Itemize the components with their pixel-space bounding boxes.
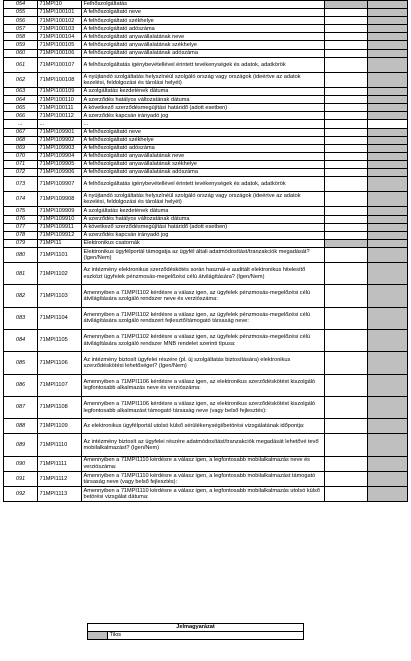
value-cell[interactable]: [325, 72, 368, 87]
forbidden-cell: [368, 41, 408, 49]
value-cell[interactable]: [325, 396, 368, 418]
value-cell[interactable]: [325, 136, 368, 144]
row-number: 070: [4, 152, 38, 160]
row-number: 064: [4, 96, 38, 104]
value-cell[interactable]: [325, 96, 368, 104]
table-row: [4, 329, 408, 351]
table-row: [4, 352, 408, 374]
row-number: 057: [4, 25, 38, 33]
table-row: [4, 168, 408, 176]
table-row: [4, 144, 408, 152]
forbidden-cell: [368, 160, 408, 168]
value-cell[interactable]: [325, 329, 368, 351]
row-number: 063: [4, 88, 38, 96]
row-code: 71MPI1112: [38, 471, 82, 486]
row-description: A felhőszolgáltató anyavállalatának székhelye: [82, 41, 325, 49]
row-description: A következő szerződésmegújítási határidő (adott esetben): [82, 223, 325, 231]
row-number: 075: [4, 207, 38, 215]
row-description: A felhőszolgáltató anyavállalatának székhelye: [82, 160, 325, 168]
forbidden-cell: [368, 17, 408, 25]
value-cell[interactable]: [325, 17, 368, 25]
forbidden-cell: [325, 1, 368, 9]
row-code: 71MPI109912: [38, 231, 82, 239]
table-row: [4, 374, 408, 396]
value-cell[interactable]: [325, 307, 368, 329]
row-number: 086: [4, 374, 38, 396]
table-row: [4, 104, 408, 112]
row-description: Amennyiben a 71MPI1110 kérdésre a válasz igen, a legfontosabb mobilalkalmazást támogató társaság neve (vagy belső fejlesztés):: [82, 471, 325, 486]
row-number: 055: [4, 9, 38, 17]
forbidden-cell: [368, 25, 408, 33]
row-code: 71MPI100106: [38, 49, 82, 57]
row-number: 074: [4, 192, 38, 207]
table-row: [4, 231, 408, 239]
row-description: Amennyiben a 71MPI1102 kérdésre a válasz igen, az ügyfelek pénzmosás-megelőzési célú átvilágítására szolgáló rendszer neve és verziószáma:: [82, 285, 325, 307]
value-cell[interactable]: [325, 434, 368, 456]
value-cell[interactable]: [325, 104, 368, 112]
forbidden-cell: [368, 9, 408, 17]
forbidden-cell: [368, 223, 408, 231]
row-description: A felhőszolgáltató anyavállalatának adószáma: [82, 49, 325, 57]
table-row: [4, 120, 408, 128]
row-code: 71MPI100102: [38, 17, 82, 25]
table-row: [4, 96, 408, 104]
row-code: 71MPI109911: [38, 223, 82, 231]
row-description: A felhőszolgáltató neve: [82, 128, 325, 136]
row-number: 067: [4, 128, 38, 136]
value-cell[interactable]: [325, 231, 368, 239]
table-row: [4, 285, 408, 307]
value-cell[interactable]: [325, 41, 368, 49]
forbidden-cell: [325, 239, 368, 247]
row-description: Amennyiben a 71MPI1110 kérdésre a válasz igen, a legfontosabb mobilalkalmazás utolsó külső betörési vizsgálat dátuma:: [82, 487, 325, 502]
legend-table: [87, 623, 304, 640]
forbidden-cell: [368, 144, 408, 152]
row-number: 088: [4, 419, 38, 434]
value-cell[interactable]: [368, 120, 408, 128]
forbidden-cell: [368, 487, 408, 502]
value-cell[interactable]: [325, 144, 368, 152]
table-row: [4, 239, 408, 247]
row-number: 085: [4, 352, 38, 374]
forbidden-cell: [368, 49, 408, 57]
forbidden-cell: [368, 57, 408, 72]
value-cell[interactable]: [325, 374, 368, 396]
forbidden-cell: [368, 88, 408, 96]
row-code: 71MPI1103: [38, 285, 82, 307]
row-code: 71MPI1102: [38, 263, 82, 285]
forbidden-cell: [368, 396, 408, 418]
row-number: 069: [4, 144, 38, 152]
value-cell[interactable]: [325, 9, 368, 17]
row-description: A felhőszolgáltató székhelye: [82, 17, 325, 25]
table-row: [4, 177, 408, 192]
row-number: 073: [4, 177, 38, 192]
row-code: 71MPI1113: [38, 487, 82, 502]
row-number: 083: [4, 307, 38, 329]
value-cell[interactable]: [325, 487, 368, 502]
value-cell[interactable]: [325, 112, 368, 120]
row-description: A felhőszolgáltató anyavállalatának neve: [82, 33, 325, 41]
row-code: 71MPI1111: [38, 456, 82, 471]
row-code: 71MPI100111: [38, 104, 82, 112]
value-cell[interactable]: [325, 160, 368, 168]
row-code: 71MPI109903: [38, 144, 82, 152]
row-code: 71MPI10: [38, 1, 82, 9]
row-code: 71MPI109910: [38, 215, 82, 223]
legend-title: Jelmagyarázat: [88, 624, 304, 632]
row-description: Amennyiben a 71MPI1110 kérdésre a válasz igen, a legfontosabb mobilalkalmazás neve és verziószáma:: [82, 456, 325, 471]
row-description: A felhőszolgáltatás igénybevétellével érintett tevékenységek és adatok, adatkörök: [82, 177, 325, 192]
row-description: Elektronikus csatornák: [82, 239, 325, 247]
forbidden-cell: [368, 471, 408, 486]
row-number: 056: [4, 17, 38, 25]
forbidden-cell: [368, 192, 408, 207]
row-code: 71MPI1104: [38, 307, 82, 329]
row-code: 71MPI1105: [38, 329, 82, 351]
row-code: 71MPI109901: [38, 128, 82, 136]
row-number: 076: [4, 215, 38, 223]
value-cell[interactable]: [325, 168, 368, 176]
row-code: 71MPI1107: [38, 374, 82, 396]
forbidden-cell: [368, 33, 408, 41]
row-description: Az intézmény elektronikus szerződéskötés során használ-e auditált elektronikus hitelesítő eszközt ügyfelek pénzmosás-megelőzési célú átvilágítására? (Igen/Nem): [82, 263, 325, 285]
table-row: [4, 112, 408, 120]
table-row: [4, 17, 408, 25]
value-cell[interactable]: [325, 49, 368, 57]
forbidden-cell: [368, 307, 408, 329]
forbidden-cell: [368, 128, 408, 136]
row-description: A szerződés hatályos változatának dátuma: [82, 215, 325, 223]
row-number: 068: [4, 136, 38, 144]
row-number: 092: [4, 487, 38, 502]
data-table: [3, 0, 408, 502]
row-description: Az intézmény biztosít az ügyfelei részére adatmódosítást/tranzakciók megadását lehetővé tevő mobilalkalmazást? (Igen/Nem): [82, 434, 325, 456]
row-description: ...: [82, 120, 325, 128]
row-code: 71MPI100105: [38, 41, 82, 49]
table-row: [4, 33, 408, 41]
row-number: 058: [4, 33, 38, 41]
table-row: [4, 41, 408, 49]
row-code: 71MPI11: [38, 239, 82, 247]
row-description: A felhőszolgáltató anyavállalatának neve: [82, 152, 325, 160]
row-description: A felhőszolgáltató neve: [82, 9, 325, 17]
forbidden-cell: [368, 152, 408, 160]
table-row: [4, 263, 408, 285]
row-code: 71MPI1106: [38, 352, 82, 374]
row-description: A következő szerződésmegújítási határidő (adott esetben): [82, 104, 325, 112]
row-number: 071: [4, 160, 38, 168]
row-description: Felhőszolgáltatás: [82, 1, 325, 9]
value-cell[interactable]: [325, 247, 368, 262]
row-number: 090: [4, 456, 38, 471]
row-code: 71MPI100101: [38, 9, 82, 17]
row-number: 077: [4, 223, 38, 231]
row-number: 087: [4, 396, 38, 418]
row-code: 71MPI100107: [38, 57, 82, 72]
row-description: A nyújtandó szolgáltatás helyszínéül szolgáló ország vagy országok (ideértve az adatok kezelési, feldolgozási és tárolási helyét): [82, 72, 325, 87]
row-code: 71MPI109905: [38, 160, 82, 168]
table-row: [4, 207, 408, 215]
table-row: [4, 9, 408, 17]
row-number: 065: [4, 104, 38, 112]
value-cell[interactable]: [325, 25, 368, 33]
row-description: Elektronikus ügyfélportál támogatja az ügyfél általi adatmódosítást/tranzakciók megadását? (Igen/Nem): [82, 247, 325, 262]
value-cell[interactable]: [325, 192, 368, 207]
forbidden-cell: [368, 177, 408, 192]
table-row: [4, 57, 408, 72]
table-row: [4, 307, 408, 329]
table-row: [4, 487, 408, 502]
value-cell[interactable]: [325, 88, 368, 96]
row-code: 71MPI100108: [38, 72, 82, 87]
value-cell[interactable]: [325, 207, 368, 215]
row-code: 71MPI109909: [38, 207, 82, 215]
forbidden-cell: [368, 207, 408, 215]
forbidden-cell: [368, 112, 408, 120]
table-row: [4, 88, 408, 96]
forbidden-cell: [368, 104, 408, 112]
row-code: 71MPI100109: [38, 88, 82, 96]
row-code: 71MPI1108: [38, 396, 82, 418]
row-description: A felhőszolgáltató adószáma: [82, 144, 325, 152]
row-description: A szolgáltatás kezdetének dátuma: [82, 88, 325, 96]
forbidden-cell: [368, 168, 408, 176]
row-code: 71MPI1110: [38, 434, 82, 456]
forbidden-cell: [368, 263, 408, 285]
table-row: [4, 471, 408, 486]
forbidden-cell: [368, 434, 408, 456]
table-row: [4, 1, 408, 9]
row-description: Amennyiben a 71MPI1102 kérdésre a válasz igen, az ügyfelek pénzmosás-megelőzési célú átvilágítására szolgáló rendszer MNB rendelet szerinti típusa:: [82, 329, 325, 351]
value-cell[interactable]: [325, 152, 368, 160]
table-row: [4, 49, 408, 57]
table-row: [4, 25, 408, 33]
row-code: 71MPI100112: [38, 112, 82, 120]
table-row: [4, 396, 408, 418]
forbidden-cell: [368, 239, 408, 247]
row-description: Amennyiben a 71MPI1106 kérdésre a válasz igen, az elektronikus szerződéskötést kiszolgáló legfontosabb alkalmazást támogató társaság neve (vagy belső fejlesztés):: [82, 396, 325, 418]
row-code: 71MPI109904: [38, 152, 82, 160]
forbidden-cell: [368, 136, 408, 144]
table-row: [4, 192, 408, 207]
row-description: Amennyiben a 71MPI1102 kérdésre a válasz igen, az ügyfelek pénzmosás-megelőzési célú átvilágítására szolgáló rendszert fejlesztő/támogató társaság neve:: [82, 307, 325, 329]
row-number: 072: [4, 168, 38, 176]
row-code: 71MPI109907: [38, 177, 82, 192]
row-description: Az elektronikus ügyfélportál utolsó külső sérülékenységi/betörési vizsgálatának időpontja:: [82, 419, 325, 434]
table-row: [4, 434, 408, 456]
table-row: [4, 160, 408, 168]
forbidden-cell: [368, 247, 408, 262]
row-code: 71MPI100104: [38, 33, 82, 41]
table-row: [4, 128, 408, 136]
row-code: 71MPI109906: [38, 168, 82, 176]
row-code: 71MPI109902: [38, 136, 82, 144]
forbidden-cell: [368, 215, 408, 223]
row-number: 078: [4, 231, 38, 239]
value-cell[interactable]: [325, 128, 368, 136]
row-number: 080: [4, 247, 38, 262]
row-code: 71MPI100103: [38, 25, 82, 33]
row-code: 71MPI100110: [38, 96, 82, 104]
row-description: A szolgáltatás kezdetének dátuma: [82, 207, 325, 215]
value-cell[interactable]: [325, 285, 368, 307]
row-description: A felhőszolgáltatás igénybevétellével érintett tevékenységek és adatok, adatkörök: [82, 57, 325, 72]
value-cell[interactable]: [325, 33, 368, 41]
value-cell[interactable]: [325, 352, 368, 374]
value-cell[interactable]: [325, 419, 368, 434]
row-number: 059: [4, 41, 38, 49]
table-row: [4, 247, 408, 262]
row-description: A felhőszolgáltató anyavállalatának adószáma: [82, 168, 325, 176]
row-number: 060: [4, 49, 38, 57]
table-row: [4, 72, 408, 87]
row-number: 082: [4, 285, 38, 307]
row-description: A felhőszolgáltató adószáma: [82, 25, 325, 33]
row-code: 71MPI1101: [38, 247, 82, 262]
row-description: A szerződés kapcsán irányadó jog: [82, 112, 325, 120]
table-row: [4, 215, 408, 223]
row-description: A szerződés hatályos változatának dátuma: [82, 96, 325, 104]
forbidden-cell: [368, 1, 408, 9]
value-cell[interactable]: [325, 263, 368, 285]
row-description: Amennyiben a 71MPI1106 kérdésre a válasz igen, az elektronikus szerződéskötést kiszolgáló legfontosabb alkalmazás neve és verziószáma:: [82, 374, 325, 396]
row-number: ...: [4, 120, 38, 128]
row-description: A szerződés kapcsán irányadó jog: [82, 231, 325, 239]
legend-label-forbidden: Tilos: [108, 632, 304, 640]
row-description: A nyújtandó szolgáltatás helyszínéül szolgáló ország vagy országok (ideértve az adatok kezelési, feldolgozási és tárolási helyét): [82, 192, 325, 207]
table-row: [4, 223, 408, 231]
row-code: 71MPI109908: [38, 192, 82, 207]
table-row: [4, 419, 408, 434]
row-number: 062: [4, 72, 38, 87]
forbidden-cell: [368, 456, 408, 471]
value-cell[interactable]: [325, 223, 368, 231]
forbidden-cell: [368, 329, 408, 351]
forbidden-cell: [368, 231, 408, 239]
row-number: 081: [4, 263, 38, 285]
forbidden-cell: [368, 96, 408, 104]
value-cell[interactable]: [325, 120, 368, 128]
value-cell[interactable]: [325, 215, 368, 223]
row-number: 084: [4, 329, 38, 351]
row-number: 054: [4, 1, 38, 9]
table-row: [4, 456, 408, 471]
value-cell[interactable]: [325, 456, 368, 471]
row-number: 091: [4, 471, 38, 486]
table-row: [4, 136, 408, 144]
row-description: Az intézmény biztosít ügyfelei részére (pl. új szolgáltatás biztosítására) elektronikus szerződéskötési lehetőséget? (Igen/Nem): [82, 352, 325, 374]
value-cell[interactable]: [325, 471, 368, 486]
forbidden-cell: [368, 72, 408, 87]
value-cell[interactable]: [325, 177, 368, 192]
row-description: A felhőszolgáltató székhelye: [82, 136, 325, 144]
forbidden-cell: [368, 285, 408, 307]
row-number: 066: [4, 112, 38, 120]
forbidden-cell: [368, 374, 408, 396]
row-number: 079: [4, 239, 38, 247]
legend-swatch-forbidden: [88, 632, 108, 640]
forbidden-cell: [368, 419, 408, 434]
row-number: 089: [4, 434, 38, 456]
row-number: 061: [4, 57, 38, 72]
row-code: ...: [38, 120, 82, 128]
forbidden-cell: [368, 352, 408, 374]
row-code: 71MPI1109: [38, 419, 82, 434]
table-row: [4, 152, 408, 160]
value-cell[interactable]: [325, 57, 368, 72]
